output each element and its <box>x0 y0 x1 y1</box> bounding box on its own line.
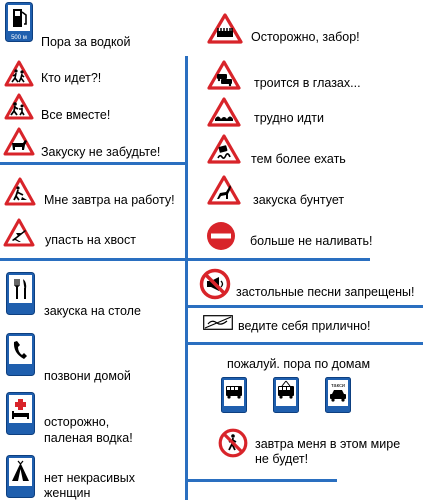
svg-text:500 м: 500 м <box>11 35 27 41</box>
caption-pedestrians: Кто идет?! <box>41 71 102 85</box>
caption-level-crossing: Осторожно, забор! <box>251 30 360 44</box>
uneven-road-warning-sign-icon <box>207 97 241 127</box>
caption-telephone: позвони домой <box>44 369 131 383</box>
caption-restaurant: закуска на столе <box>44 304 141 318</box>
no-entry-sign-icon <box>206 221 236 251</box>
caption-no-horn: застольные песни запрещены! <box>236 285 415 299</box>
caption-first-aid-line2: паленая водка! <box>44 431 133 445</box>
caption-no-pedestrians-line2: не будет! <box>255 452 309 466</box>
children-warning-sign-icon <box>4 93 34 120</box>
horizontal-divider-right-4 <box>187 479 337 482</box>
horizontal-divider-1 <box>0 258 370 261</box>
two-way-traffic-warning-sign-icon <box>207 60 241 90</box>
restaurant-sign-icon <box>6 272 35 315</box>
caption-children: Все вместе! <box>41 108 111 122</box>
telephone-sign-icon <box>6 333 35 376</box>
cattle-warning-sign-icon <box>3 127 35 156</box>
caption-no-entry: больше не наливать! <box>250 234 373 248</box>
slippery-road-warning-sign-icon <box>207 134 241 164</box>
no-horn-sign-icon <box>199 268 231 300</box>
horizontal-divider-right-2 <box>187 305 423 308</box>
svg-text:такси: такси <box>331 383 345 389</box>
caption-camping-line2: женщин <box>44 486 91 500</box>
camping-sign-icon <box>6 455 35 498</box>
horizontal-divider-left-1 <box>0 162 187 165</box>
fuel-station-sign-icon <box>5 2 33 42</box>
road-works-warning-sign-icon <box>4 177 36 206</box>
caption-cattle: Закуску не забудьте! <box>41 145 161 159</box>
level-crossing-barrier-warning-sign-icon <box>207 13 243 44</box>
end-of-restriction-sign-icon <box>203 315 233 330</box>
caption-go-home: пожалуй. пора по домам <box>227 357 371 371</box>
animals-warning-sign-icon <box>207 175 241 205</box>
horizontal-divider-right-3 <box>187 342 423 345</box>
vertical-divider <box>185 56 188 500</box>
pedestrians-warning-sign-icon <box>4 60 34 87</box>
first-aid-sign-icon <box>6 392 35 435</box>
caption-low-flying-aircraft: упасть на хвост <box>45 233 136 247</box>
caption-two-way-traffic: троится в глазах... <box>254 76 361 90</box>
taxi-stand-sign-icon <box>325 377 351 413</box>
caption-first-aid: осторожно, <box>44 415 110 429</box>
caption-slippery-road: тем более ехать <box>251 152 346 166</box>
caption-uneven-road: трудно идти <box>254 111 324 125</box>
no-pedestrians-sign-icon <box>218 428 248 458</box>
low-flying-aircraft-warning-sign-icon <box>3 218 35 247</box>
trolleybus-stop-sign-icon <box>273 377 299 413</box>
bus-stop-sign-icon <box>221 377 247 413</box>
caption-road-works: Мне завтра на работу! <box>44 193 175 207</box>
caption-no-pedestrians: завтра меня в этом мире <box>255 437 401 451</box>
caption-animals: закуска бунтует <box>253 193 345 207</box>
caption-fuel-station: Пора за водкой <box>41 35 131 49</box>
caption-end-of-restriction: ведите себя прилично! <box>238 319 371 333</box>
caption-camping: нет некрасивых <box>44 471 135 485</box>
